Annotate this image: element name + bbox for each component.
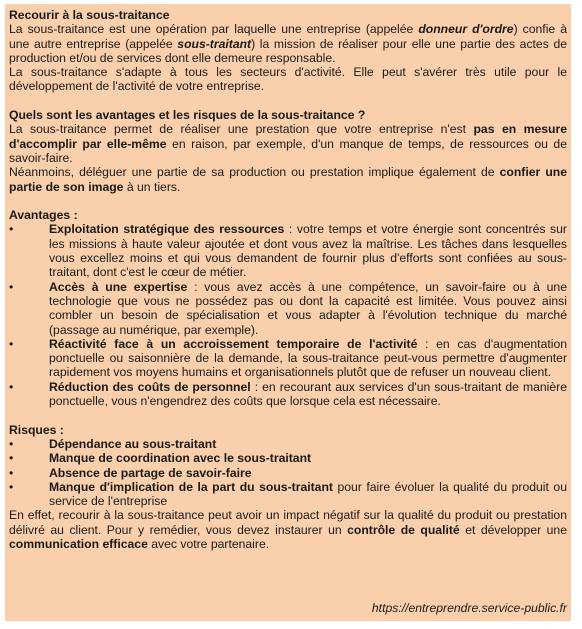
list-item: • Exploitation stratégique des ressources : votre temps et votre énergie sont concentrés sur les missions à haute valeur ajoutée et dont vous avez la maîtrise. Les tâches dans lesquelles vous excellez moins et qui vous demandent de fournir plus d'efforts sont confiées au sous-traitant, dont c'est le cœur de métier. — [9, 222, 567, 280]
source-url: https://entreprendre.service-public.fr — [371, 600, 567, 615]
bullet: • — [9, 479, 14, 494]
bullet: • — [9, 379, 14, 394]
question-paragraph-2: Néanmoins, déléguer une partie de sa production ou prestation implique également de confier une partie de son image à un tiers. — [9, 165, 567, 194]
list-item: • Dépendance au sous-traitant — [9, 436, 217, 451]
question-paragraph-1: La sous-traitance permet de réaliser une prestation que votre entreprise n'est pas en mesure d'accomplir par elle-même en raison, par exemple, d'un manque de temps, de ressources ou de savoir-faire. — [9, 122, 567, 165]
title: Recourir à la sous-traitance — [9, 8, 170, 22]
list-item: • Manque d'implication de la part du sous-traitant pour faire évoluer la qualité du produit ou service de l'entreprise — [9, 479, 567, 509]
intro-paragraph-1: La sous-traitance est une opération par laquelle une entreprise (appelée donneur d'ordre) confie à une autre entreprise (appelée sous-traitant) la mission de réaliser pour elle une partie des actes de production et/ou de services dont elle demeure responsable. — [9, 22, 567, 65]
bullet: • — [9, 436, 14, 451]
advantages-list — [9, 222, 567, 408]
donneur-ordre-term: donneur d'ordre — [418, 22, 514, 37]
list-item: • Réduction des coûts de personnel : en recourant aux services d'un sous-traitant de manière ponctuelle, vous n'engendrez des coûts que lorsque cela est nécessaire. — [9, 379, 567, 409]
intro-paragraph-2: La sous-traitance s'adapte à tous les secteurs d'activité. Elle peut s'avérer très utile pour le développement de l'activité de votre entreprise. — [9, 65, 567, 94]
bullet: • — [9, 465, 14, 480]
bullet: • — [9, 222, 14, 237]
question-heading: Quels sont les avantages et les risques de la sous-traitance ? — [9, 108, 366, 123]
risks-heading: Risques : — [9, 422, 64, 437]
list-item: • Réactivité face à un accroissement temporaire de l'activité : en cas d'augmentation ponctuelle ou saisonnière de la demande, la sous-traitance peut-vous permettre d'augmenter rapidement vos moyens humains et organisationnels plutôt que de refuser un nouveau client. — [9, 336, 568, 380]
bullet: • — [9, 279, 14, 294]
bullet: • — [9, 451, 14, 466]
sous-traitant-term: sous-traitant — [177, 36, 252, 51]
advantages-heading: Avantages : — [9, 208, 78, 223]
bullet: • — [9, 336, 14, 351]
risks-list — [9, 437, 567, 508]
list-item: • Accès à une expertise : vous avez accès à une compétence, un savoir-faire ou à une technologie que vous ne possédez pas ou dont la capacité est limitée. Vous pouvez ainsi combler un besoin de spécialisation et vous adapter à l'évolution technique du marché (passage au numérique, par exemple). — [9, 279, 567, 337]
list-item: • Absence de partage de savoir-faire — [9, 465, 252, 480]
content-panel — [5, 4, 571, 621]
conclusion-paragraph: En effet, recourir à la sous-traitance peut avoir un impact négatif sur la qualité du produit ou prestation délivré au client. Pour y remédier, vous devez instaurer un contrôle de qualité et développer une communication efficace avec votre partenaire. — [9, 508, 567, 551]
list-item: • Manque de coordination avec le sous-traitant — [9, 451, 312, 466]
